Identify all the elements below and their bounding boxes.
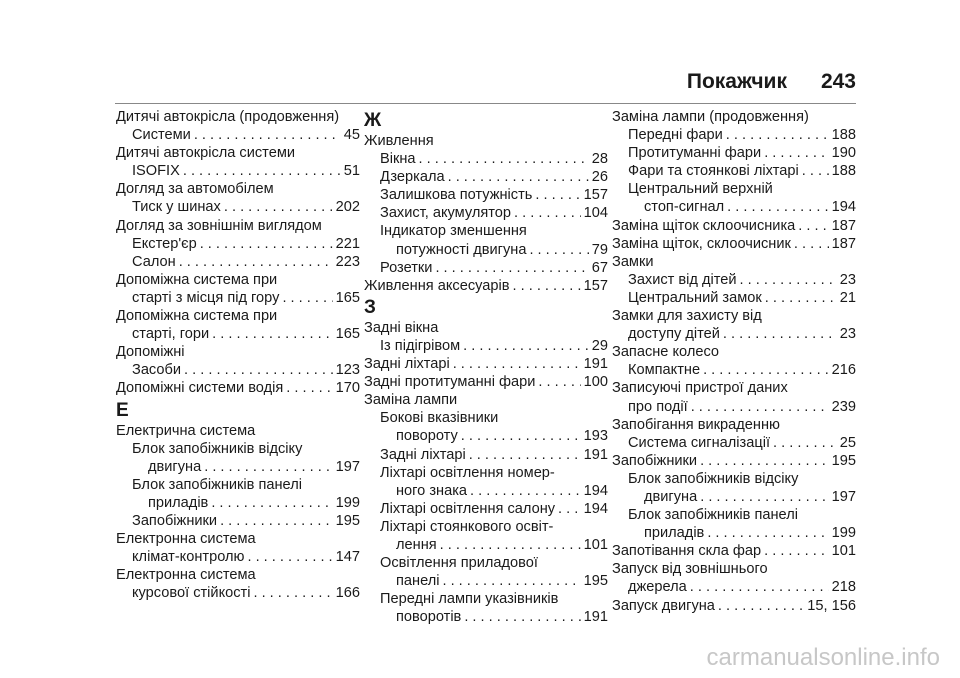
index-entry [612, 307, 856, 325]
entry-text: Тиск у шинах [132, 199, 221, 216]
entry-text: Вікна [380, 151, 416, 168]
index-entry [612, 470, 856, 488]
entry-page-number: 188 [831, 163, 856, 180]
index-entry [364, 132, 608, 150]
dot-leader [764, 542, 829, 560]
entry-text: курсової стійкості [132, 585, 251, 602]
index-entry [612, 144, 856, 162]
entry-page-number: 100 [583, 374, 608, 391]
entry-page-number: 195 [831, 452, 856, 469]
page-title: Покажчик [686, 70, 787, 93]
entry-text: Запасне колесо [612, 344, 720, 361]
page-header [687, 70, 856, 94]
entry-text: Електронна система [116, 531, 256, 548]
index-entry [116, 548, 360, 566]
entry-text: Заміна щіток склоочисника [612, 217, 796, 234]
entry-page-number: 194 [583, 500, 608, 517]
index-entry [612, 597, 856, 615]
index-column-1 [116, 108, 360, 602]
entry-text: Запуск двигуна [612, 597, 715, 614]
entry-page-number: 188 [831, 127, 856, 144]
dot-leader [690, 578, 829, 596]
dot-leader [764, 144, 828, 162]
entry-page-number: 187 [831, 235, 856, 252]
dot-leader [765, 289, 837, 307]
entry-text: Запобіжники [612, 452, 698, 469]
dot-leader [461, 427, 581, 445]
entry-text: Індикатор зменшення [380, 223, 527, 240]
entry-text: Замки [612, 253, 654, 270]
index-entry [364, 337, 608, 355]
entry-page-number: 223 [335, 253, 360, 270]
entry-page-number: 193 [583, 428, 608, 445]
index-entry [116, 512, 360, 530]
entry-text: приладів [644, 525, 705, 542]
section-letter: Е [116, 399, 129, 421]
index-entry [116, 584, 360, 602]
entry-page-number: 166 [335, 585, 360, 602]
entry-text: Блок запобіжників відсіку [132, 440, 303, 457]
entry-text: Блок запобіжників панелі [628, 507, 798, 524]
entry-text: Дзеркала [380, 169, 445, 186]
index-entry [612, 506, 856, 524]
index-entry [116, 379, 360, 397]
dot-leader [464, 608, 580, 626]
dot-leader [183, 162, 341, 180]
entry-text: двигуна [148, 458, 202, 475]
entry-text: Заміна лампи [364, 392, 458, 409]
index-entry [116, 108, 360, 126]
dot-leader [200, 235, 333, 253]
entry-text: Задні ліхтарі [380, 446, 466, 463]
index-entry [612, 108, 856, 126]
index-entry [116, 235, 360, 253]
entry-text: Заміна лампи (продовження) [612, 109, 809, 125]
index-entry [364, 590, 608, 608]
entry-page-number: 15, 156 [807, 597, 856, 614]
index-entry [612, 542, 856, 560]
entry-page-number: 45 [343, 127, 360, 144]
entry-text: Залишкова потужність [380, 187, 533, 204]
entry-text: Запобігання викраденню [612, 416, 780, 433]
entry-text: Ліхтарі освітлення номер- [380, 464, 555, 481]
dot-leader [529, 241, 588, 259]
entry-page-number: 21 [839, 289, 856, 306]
index-entry [364, 259, 608, 277]
dot-leader [435, 259, 588, 277]
index-entry [364, 464, 608, 482]
entry-text: Салон [132, 253, 176, 270]
dot-leader [718, 597, 804, 615]
index-entry [116, 289, 360, 307]
entry-text: про події [628, 398, 688, 415]
index-entry [116, 530, 360, 548]
dot-leader [211, 494, 332, 512]
dot-leader [727, 198, 828, 216]
dot-leader [558, 500, 581, 518]
entry-text: Бокові вказівники [380, 410, 499, 427]
entry-text: Ліхтарі освітлення салону [380, 500, 556, 517]
index-entry [612, 217, 856, 235]
dot-leader [463, 337, 589, 355]
index-entry [364, 446, 608, 464]
index-entry [364, 427, 608, 445]
entry-text: Освітлення приладової [380, 555, 538, 572]
entry-page-number: 67 [591, 259, 608, 276]
index-entry [364, 204, 608, 222]
entry-text: лення [396, 536, 437, 553]
index-entry [612, 235, 856, 253]
entry-page-number: 195 [583, 573, 608, 590]
entry-text: Записуючі пристрої даних [612, 380, 788, 397]
entry-text: Протитуманні фари [628, 145, 762, 162]
index-entry [364, 554, 608, 572]
entry-page-number: 123 [335, 362, 360, 379]
entry-text: старті, гори [132, 326, 210, 343]
index-entry [116, 217, 360, 235]
index-entry [364, 319, 608, 337]
index-entry [116, 180, 360, 198]
index-entry [116, 144, 360, 162]
entry-text: ISOFIX [132, 163, 180, 180]
entry-text: Засоби [132, 362, 182, 379]
dot-leader [798, 217, 828, 235]
dot-leader [220, 512, 333, 530]
entry-text: повороту [396, 428, 458, 445]
entry-text: стоп-сигнал [644, 199, 725, 216]
index-entry [364, 241, 608, 259]
index-entry [612, 289, 856, 307]
index-entry [116, 343, 360, 361]
entry-page-number: 187 [831, 217, 856, 234]
entry-text: доступу дітей [628, 326, 720, 343]
index-entry [116, 422, 360, 440]
index-entry [364, 222, 608, 240]
entry-text: Допоміжна система при [116, 308, 278, 325]
entry-text: потужності двигуна [396, 241, 527, 258]
index-entry [612, 560, 856, 578]
index-entry [612, 578, 856, 596]
entry-page-number: 194 [831, 199, 856, 216]
index-entry [612, 198, 856, 216]
entry-page-number: 216 [831, 362, 856, 379]
dot-leader [448, 168, 589, 186]
entry-text: Блок запобіжників відсіку [628, 470, 799, 487]
entry-text: Допоміжні [116, 344, 185, 361]
dot-leader [469, 446, 581, 464]
index-entry [612, 253, 856, 271]
entry-page-number: 197 [831, 488, 856, 505]
index-column-2 [364, 108, 608, 626]
entry-text: Система сигналізації [628, 434, 770, 451]
index-entry [364, 277, 608, 295]
index-entry [612, 343, 856, 361]
watermark-text: carmanualsonline.info [706, 644, 940, 671]
entry-text: ного знака [396, 482, 468, 499]
entry-page-number: 101 [583, 536, 608, 553]
entry-page-number: 190 [831, 145, 856, 162]
dot-leader [514, 204, 581, 222]
index-entry [612, 434, 856, 452]
entry-text: Центральний верхній [628, 181, 773, 198]
index-entry [612, 180, 856, 198]
index-entry [364, 373, 608, 391]
index-entry [116, 440, 360, 458]
dot-leader [470, 482, 581, 500]
index-entry [612, 379, 856, 397]
entry-text: Задні вікна [364, 319, 439, 336]
entry-text: Дитячі автокрісла (продовження) [116, 109, 340, 125]
entry-text: Екстер'єр [132, 235, 197, 252]
entry-text: Замки для захисту від [612, 308, 762, 325]
index-column-3 [612, 108, 856, 615]
index-entry [364, 536, 608, 554]
entry-page-number: 199 [335, 494, 360, 511]
dot-leader [726, 126, 829, 144]
index-entry [364, 608, 608, 626]
entry-text: двигуна [644, 488, 698, 505]
entry-page-number: 25 [839, 434, 856, 451]
section-letter: З [364, 296, 376, 318]
dot-leader [802, 162, 829, 180]
index-entry [116, 271, 360, 289]
index-entry [116, 476, 360, 494]
entry-text: панелі [396, 573, 440, 590]
entry-page-number: 79 [591, 241, 608, 258]
entry-page-number: 202 [335, 199, 360, 216]
entry-text: Передні фари [628, 127, 723, 144]
dot-leader [794, 235, 829, 253]
entry-text: Допоміжні системи водія [116, 380, 284, 397]
dot-leader [773, 434, 837, 452]
index-entry [612, 361, 856, 379]
dot-leader [513, 277, 581, 295]
index-entry [116, 361, 360, 379]
index-entry [116, 566, 360, 584]
entry-text: Із підігрівом [380, 337, 461, 354]
dot-leader [700, 452, 829, 470]
entry-text: Догляд за зовнішнім виглядом [116, 217, 322, 234]
entry-page-number: 157 [583, 277, 608, 294]
dot-leader [184, 361, 333, 379]
entry-page-number: 191 [583, 356, 608, 373]
index-entry [116, 325, 360, 343]
index-entry [612, 398, 856, 416]
dot-leader [691, 398, 829, 416]
entry-page-number: 23 [839, 326, 856, 343]
entry-text: джерела [628, 579, 687, 596]
entry-text: Живлення [364, 133, 434, 149]
entry-page-number: 191 [583, 446, 608, 463]
index-entry [612, 162, 856, 180]
dot-leader [224, 198, 333, 216]
entry-text: Ліхтарі стоянкового освіт- [380, 518, 554, 535]
index-entry [364, 186, 608, 204]
dot-leader [442, 572, 580, 590]
dot-leader [440, 536, 581, 554]
dot-leader [204, 458, 332, 476]
entry-page-number: 218 [831, 579, 856, 596]
index-entry [116, 253, 360, 271]
section-letter: Ж [364, 110, 382, 131]
index-entry [364, 518, 608, 536]
entry-text: старті з місця під гору [132, 289, 280, 306]
dot-leader [179, 253, 333, 271]
index-entry [116, 162, 360, 180]
dot-leader [194, 126, 341, 144]
entry-page-number: 191 [583, 609, 608, 626]
dot-leader [247, 548, 332, 566]
entry-page-number: 26 [591, 169, 608, 186]
entry-text: Задні протитуманні фари [364, 374, 536, 391]
entry-text: Задні ліхтарі [364, 356, 450, 373]
entry-text: Живлення аксесуарів [364, 277, 510, 294]
entry-page-number: 101 [831, 543, 856, 560]
entry-text: Розетки [380, 259, 433, 276]
entry-text: Блок запобіжників панелі [132, 476, 302, 493]
index-entry [364, 391, 608, 409]
header-divider [115, 103, 856, 104]
entry-text: приладів [148, 494, 209, 511]
index-entry [116, 307, 360, 325]
entry-page-number: 147 [335, 549, 360, 566]
entry-page-number: 165 [335, 289, 360, 306]
index-entry [116, 494, 360, 512]
index-entry [612, 488, 856, 506]
index-entry [364, 355, 608, 373]
dot-leader [703, 361, 829, 379]
entry-text: Електронна система [116, 567, 256, 584]
index-entry [364, 150, 608, 168]
entry-text: клімат-контролю [132, 549, 245, 566]
entry-page-number: 28 [591, 151, 608, 168]
index-entry [364, 409, 608, 427]
entry-page-number: 199 [831, 525, 856, 542]
dot-leader [740, 271, 837, 289]
entry-page-number: 170 [335, 380, 360, 397]
index-entry [612, 452, 856, 470]
entry-page-number: 165 [335, 326, 360, 343]
index-entry [116, 126, 360, 144]
entry-page-number: 197 [335, 458, 360, 475]
index-entry [612, 524, 856, 542]
dot-leader [723, 325, 837, 343]
entry-text: Запотівання скла фар [612, 543, 762, 560]
entry-text: Догляд за автомобілем [116, 181, 274, 198]
entry-text: Передні лампи указівників [380, 591, 559, 608]
entry-text: Системи [132, 127, 191, 144]
dot-leader [253, 584, 332, 602]
index-entry [116, 458, 360, 476]
entry-text: Електрична система [116, 422, 256, 439]
entry-text: Дитячі автокрісла системи [116, 145, 296, 162]
entry-page-number: 157 [583, 187, 608, 204]
entry-page-number: 51 [343, 163, 360, 180]
entry-text: Заміна щіток, склоочисник [612, 235, 791, 252]
index-entry [364, 500, 608, 518]
entry-page-number: 239 [831, 398, 856, 415]
index-entry [612, 416, 856, 434]
entry-text: Центральний замок [628, 289, 762, 306]
dot-leader [453, 355, 581, 373]
entry-text: Захист від дітей [628, 271, 737, 288]
index-entry [612, 126, 856, 144]
dot-leader [535, 186, 580, 204]
entry-text: Допоміжна система при [116, 271, 278, 288]
index-entry [612, 325, 856, 343]
entry-page-number: 195 [335, 512, 360, 529]
entry-text: поворотів [396, 609, 462, 626]
dot-leader [707, 524, 828, 542]
dot-leader [282, 289, 332, 307]
dot-leader [212, 325, 332, 343]
dot-leader [286, 379, 332, 397]
entry-page-number: 221 [335, 235, 360, 252]
index-entry [612, 271, 856, 289]
entry-page-number: 104 [583, 205, 608, 222]
entry-text: Компактне [628, 362, 701, 379]
entry-text: Захист, акумулятор [380, 205, 511, 222]
entry-text: Запуск від зовнішнього [612, 561, 768, 578]
dot-leader [538, 373, 580, 391]
index-entry [116, 198, 360, 216]
entry-page-number: 194 [583, 482, 608, 499]
dot-leader [419, 150, 589, 168]
entry-page-number: 23 [839, 271, 856, 288]
dot-leader [700, 488, 828, 506]
index-entry [364, 482, 608, 500]
page-number: 243 [820, 70, 856, 93]
entry-page-number: 29 [591, 337, 608, 354]
entry-text: Фари та стоянкові ліхтарі [628, 163, 799, 180]
index-entry [364, 168, 608, 186]
entry-text: Запобіжники [132, 512, 218, 529]
index-entry [364, 572, 608, 590]
